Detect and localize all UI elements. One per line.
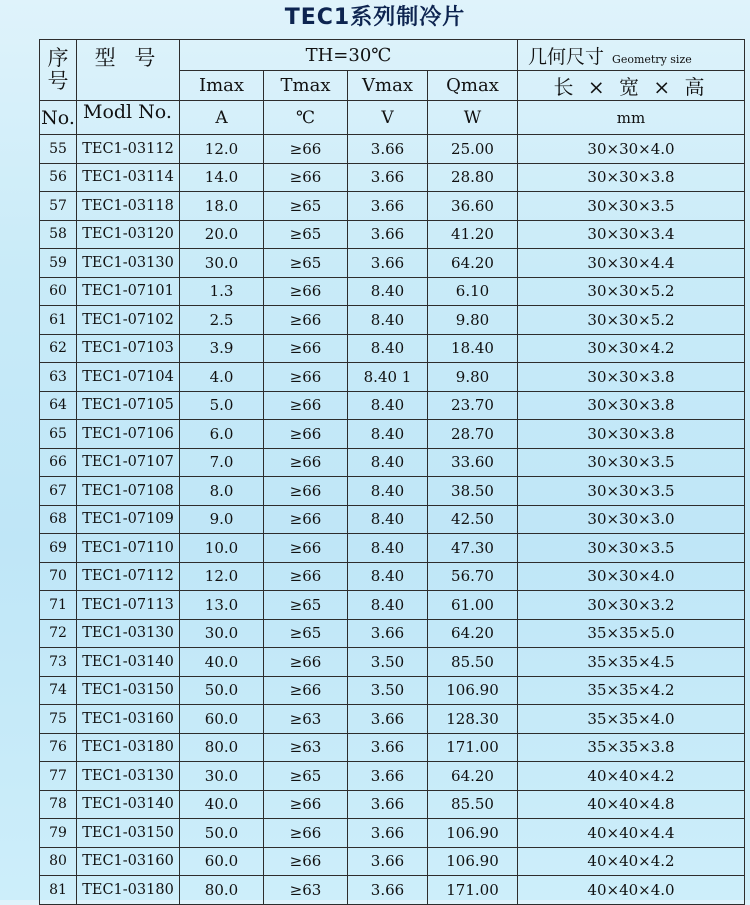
- cell-no: 61: [40, 306, 77, 335]
- cell-vmax: 3.66: [348, 619, 428, 648]
- cell-no: 63: [40, 363, 77, 392]
- cell-qmax: 18.40: [428, 334, 518, 363]
- cell-qmax: 9.80: [428, 363, 518, 392]
- cell-tmax: ≥65: [264, 220, 348, 249]
- header-qmax: Qmax: [428, 71, 518, 101]
- cell-no: 64: [40, 391, 77, 420]
- table-row: [40, 648, 745, 677]
- table-row: [40, 619, 745, 648]
- header-row-3: [40, 101, 745, 135]
- cell-no: 76: [40, 733, 77, 762]
- cell-size: 40×40×4.2: [518, 847, 745, 876]
- cell-tmax: ≥66: [264, 306, 348, 335]
- header-model-cn: 型 号: [77, 40, 180, 101]
- cell-imax: 12.0: [180, 562, 264, 591]
- cell-size: 30×30×4.2: [518, 334, 745, 363]
- cell-imax: 9.0: [180, 505, 264, 534]
- cell-size: 30×30×3.4: [518, 220, 745, 249]
- cell-vmax: 3.66: [348, 876, 428, 905]
- cell-size: 30×30×3.5: [518, 534, 745, 563]
- table-row: [40, 249, 745, 278]
- cell-vmax: 8.40: [348, 391, 428, 420]
- cell-qmax: 33.60: [428, 448, 518, 477]
- cell-model: TEC1-07108: [77, 477, 180, 506]
- cell-qmax: 38.50: [428, 477, 518, 506]
- cell-qmax: 61.00: [428, 591, 518, 620]
- cell-imax: 10.0: [180, 534, 264, 563]
- cell-qmax: 47.30: [428, 534, 518, 563]
- cell-imax: 30.0: [180, 762, 264, 791]
- cell-qmax: 106.90: [428, 819, 518, 848]
- table-row: [40, 705, 745, 734]
- cell-no: 56: [40, 163, 77, 192]
- table-row: [40, 562, 745, 591]
- table-row: [40, 790, 745, 819]
- cell-vmax: 3.66: [348, 847, 428, 876]
- table-row: [40, 477, 745, 506]
- cell-imax: 40.0: [180, 648, 264, 677]
- table-row: [40, 676, 745, 705]
- cell-tmax: ≥66: [264, 363, 348, 392]
- cell-model: TEC1-07106: [77, 420, 180, 449]
- cell-size: 35×35×4.0: [518, 705, 745, 734]
- cell-imax: 60.0: [180, 847, 264, 876]
- cell-qmax: 64.20: [428, 762, 518, 791]
- header-unit-v: V: [348, 101, 428, 135]
- cell-tmax: ≥63: [264, 705, 348, 734]
- cell-vmax: 3.66: [348, 220, 428, 249]
- cell-vmax: 8.40: [348, 277, 428, 306]
- cell-model: TEC1-03160: [77, 847, 180, 876]
- spec-table: [39, 39, 745, 905]
- cell-model: TEC1-03180: [77, 876, 180, 905]
- header-geometry-cn: 几何尺寸: [528, 45, 605, 68]
- cell-model: TEC1-03114: [77, 163, 180, 192]
- cell-imax: 7.0: [180, 448, 264, 477]
- cell-model: TEC1-07103: [77, 334, 180, 363]
- cell-size: 40×40×4.4: [518, 819, 745, 848]
- cell-size: 30×30×5.2: [518, 306, 745, 335]
- cell-tmax: ≥66: [264, 391, 348, 420]
- cell-size: 30×30×3.2: [518, 591, 745, 620]
- cell-no: 60: [40, 277, 77, 306]
- cell-imax: 13.0: [180, 591, 264, 620]
- cell-model: TEC1-03130: [77, 762, 180, 791]
- cell-qmax: 64.20: [428, 249, 518, 278]
- cell-model: TEC1-03112: [77, 135, 180, 164]
- cell-no: 58: [40, 220, 77, 249]
- cell-tmax: ≥65: [264, 192, 348, 221]
- cell-model: TEC1-03150: [77, 819, 180, 848]
- cell-model: TEC1-03150: [77, 676, 180, 705]
- cell-vmax: 3.50: [348, 648, 428, 677]
- cell-imax: 30.0: [180, 249, 264, 278]
- cell-vmax: 8.40: [348, 334, 428, 363]
- cell-vmax: 3.66: [348, 135, 428, 164]
- cell-vmax: 3.66: [348, 249, 428, 278]
- cell-qmax: 28.80: [428, 163, 518, 192]
- header-row-1: [40, 40, 745, 71]
- page-title: TEC1系列制冷片: [284, 5, 466, 30]
- cell-vmax: 8.40: [348, 477, 428, 506]
- cell-vmax: 8.40: [348, 420, 428, 449]
- cell-vmax: 3.50: [348, 676, 428, 705]
- cell-no: 66: [40, 448, 77, 477]
- cell-imax: 6.0: [180, 420, 264, 449]
- table-row: [40, 847, 745, 876]
- cell-tmax: ≥63: [264, 876, 348, 905]
- cell-tmax: ≥66: [264, 819, 348, 848]
- table-row: [40, 819, 745, 848]
- cell-size: 35×35×4.5: [518, 648, 745, 677]
- cell-qmax: 23.70: [428, 391, 518, 420]
- cell-no: 67: [40, 477, 77, 506]
- cell-size: 40×40×4.2: [518, 762, 745, 791]
- cell-qmax: 41.20: [428, 220, 518, 249]
- cell-qmax: 36.60: [428, 192, 518, 221]
- cell-model: TEC1-07110: [77, 534, 180, 563]
- cell-size: 40×40×4.8: [518, 790, 745, 819]
- table-row: [40, 277, 745, 306]
- cell-imax: 4.0: [180, 363, 264, 392]
- cell-tmax: ≥65: [264, 249, 348, 278]
- cell-no: 57: [40, 192, 77, 221]
- cell-vmax: 8.40: [348, 306, 428, 335]
- cell-imax: 50.0: [180, 676, 264, 705]
- cell-tmax: ≥66: [264, 135, 348, 164]
- cell-model: TEC1-03130: [77, 249, 180, 278]
- cell-tmax: ≥65: [264, 619, 348, 648]
- cell-no: 81: [40, 876, 77, 905]
- cell-qmax: 25.00: [428, 135, 518, 164]
- cell-size: 30×30×3.8: [518, 391, 745, 420]
- cell-vmax: 3.66: [348, 163, 428, 192]
- table-row: [40, 420, 745, 449]
- cell-tmax: ≥66: [264, 334, 348, 363]
- cell-no: 59: [40, 249, 77, 278]
- header-dims: 长 × 宽 × 高: [518, 71, 745, 101]
- cell-model: TEC1-07113: [77, 591, 180, 620]
- table-row: [40, 505, 745, 534]
- cell-model: TEC1-03180: [77, 733, 180, 762]
- cell-vmax: 3.66: [348, 762, 428, 791]
- cell-size: 30×30×3.8: [518, 420, 745, 449]
- header-unit-a: A: [180, 101, 264, 135]
- cell-imax: 20.0: [180, 220, 264, 249]
- cell-no: 69: [40, 534, 77, 563]
- cell-tmax: ≥63: [264, 733, 348, 762]
- cell-imax: 40.0: [180, 790, 264, 819]
- cell-size: 30×30×4.0: [518, 562, 745, 591]
- cell-tmax: ≥66: [264, 676, 348, 705]
- cell-imax: 14.0: [180, 163, 264, 192]
- header-unit-c: ℃: [264, 101, 348, 135]
- cell-no: 73: [40, 648, 77, 677]
- cell-vmax: 3.66: [348, 192, 428, 221]
- cell-qmax: 171.00: [428, 733, 518, 762]
- cell-size: 40×40×4.0: [518, 876, 745, 905]
- header-model-en: Modl No.: [77, 101, 180, 135]
- cell-imax: 12.0: [180, 135, 264, 164]
- cell-no: 62: [40, 334, 77, 363]
- cell-imax: 5.0: [180, 391, 264, 420]
- cell-size: 30×30×3.5: [518, 448, 745, 477]
- cell-vmax: 8.40: [348, 448, 428, 477]
- cell-vmax: 3.66: [348, 819, 428, 848]
- cell-size: 30×30×3.8: [518, 163, 745, 192]
- cell-tmax: ≥65: [264, 762, 348, 791]
- cell-size: 30×30×5.2: [518, 277, 745, 306]
- table-row: [40, 391, 745, 420]
- cell-vmax: 8.40: [348, 591, 428, 620]
- header-no: No.: [40, 101, 77, 135]
- cell-qmax: 9.80: [428, 306, 518, 335]
- cell-size: 35×35×3.8: [518, 733, 745, 762]
- cell-imax: 50.0: [180, 819, 264, 848]
- cell-model: TEC1-07105: [77, 391, 180, 420]
- table-row: [40, 762, 745, 791]
- cell-size: 30×30×3.5: [518, 477, 745, 506]
- cell-model: TEC1-07112: [77, 562, 180, 591]
- cell-tmax: ≥66: [264, 477, 348, 506]
- cell-model: TEC1-03130: [77, 619, 180, 648]
- cell-no: 79: [40, 819, 77, 848]
- cell-qmax: 85.50: [428, 648, 518, 677]
- table-row: [40, 135, 745, 164]
- table-row: [40, 733, 745, 762]
- cell-tmax: ≥66: [264, 847, 348, 876]
- cell-model: TEC1-03160: [77, 705, 180, 734]
- cell-model: TEC1-03140: [77, 790, 180, 819]
- cell-qmax: 6.10: [428, 277, 518, 306]
- cell-no: 78: [40, 790, 77, 819]
- table-row: [40, 591, 745, 620]
- table-row: [40, 363, 745, 392]
- cell-tmax: ≥65: [264, 591, 348, 620]
- cell-tmax: ≥66: [264, 448, 348, 477]
- cell-imax: 3.9: [180, 334, 264, 363]
- header-seq: 序号: [40, 40, 77, 101]
- cell-no: 80: [40, 847, 77, 876]
- cell-vmax: 3.66: [348, 790, 428, 819]
- cell-model: TEC1-07102: [77, 306, 180, 335]
- cell-vmax: 8.40: [348, 534, 428, 563]
- cell-qmax: 106.90: [428, 847, 518, 876]
- cell-qmax: 28.70: [428, 420, 518, 449]
- header-unit-mm: mm: [518, 101, 745, 135]
- cell-tmax: ≥66: [264, 790, 348, 819]
- table-row: [40, 192, 745, 221]
- cell-imax: 8.0: [180, 477, 264, 506]
- cell-no: 75: [40, 705, 77, 734]
- cell-size: 30×30×4.4: [518, 249, 745, 278]
- cell-size: 30×30×3.8: [518, 363, 745, 392]
- cell-tmax: ≥66: [264, 505, 348, 534]
- cell-model: TEC1-07109: [77, 505, 180, 534]
- cell-tmax: ≥66: [264, 648, 348, 677]
- header-imax: Imax: [180, 71, 264, 101]
- cell-no: 55: [40, 135, 77, 164]
- cell-qmax: 85.50: [428, 790, 518, 819]
- cell-vmax: 3.66: [348, 733, 428, 762]
- header-geometry: [518, 40, 745, 71]
- cell-imax: 80.0: [180, 876, 264, 905]
- cell-tmax: ≥66: [264, 163, 348, 192]
- cell-model: TEC1-03120: [77, 220, 180, 249]
- table-row: [40, 163, 745, 192]
- cell-no: 68: [40, 505, 77, 534]
- cell-imax: 30.0: [180, 619, 264, 648]
- cell-no: 72: [40, 619, 77, 648]
- cell-vmax: 3.66: [348, 705, 428, 734]
- header-geometry-en: Geometry size: [612, 52, 692, 66]
- table-row: [40, 534, 745, 563]
- table-row: [40, 220, 745, 249]
- cell-tmax: ≥66: [264, 420, 348, 449]
- cell-no: 71: [40, 591, 77, 620]
- cell-model: TEC1-03140: [77, 648, 180, 677]
- cell-model: TEC1-03118: [77, 192, 180, 221]
- cell-vmax: 8.40: [348, 505, 428, 534]
- cell-size: 30×30×3.0: [518, 505, 745, 534]
- cell-size: 35×35×4.2: [518, 676, 745, 705]
- header-vmax: Vmax: [348, 71, 428, 101]
- cell-imax: 2.5: [180, 306, 264, 335]
- table-row: [40, 306, 745, 335]
- cell-qmax: 42.50: [428, 505, 518, 534]
- header-th: TH=30℃: [180, 40, 518, 71]
- table-row: [40, 448, 745, 477]
- cell-qmax: 171.00: [428, 876, 518, 905]
- cell-imax: 80.0: [180, 733, 264, 762]
- cell-imax: 60.0: [180, 705, 264, 734]
- cell-tmax: ≥66: [264, 562, 348, 591]
- cell-size: 35×35×5.0: [518, 619, 745, 648]
- cell-qmax: 56.70: [428, 562, 518, 591]
- cell-no: 70: [40, 562, 77, 591]
- table-row: [40, 334, 745, 363]
- cell-no: 65: [40, 420, 77, 449]
- cell-tmax: ≥66: [264, 277, 348, 306]
- cell-size: 30×30×4.0: [518, 135, 745, 164]
- cell-model: TEC1-07107: [77, 448, 180, 477]
- cell-size: 30×30×3.5: [518, 192, 745, 221]
- cell-qmax: 64.20: [428, 619, 518, 648]
- cell-imax: 1.3: [180, 277, 264, 306]
- cell-vmax: 8.40: [348, 562, 428, 591]
- cell-model: TEC1-07104: [77, 363, 180, 392]
- cell-no: 74: [40, 676, 77, 705]
- cell-vmax: 8.40 1: [348, 363, 428, 392]
- cell-tmax: ≥66: [264, 534, 348, 563]
- header-unit-w: W: [428, 101, 518, 135]
- cell-qmax: 106.90: [428, 676, 518, 705]
- header-tmax: Tmax: [264, 71, 348, 101]
- cell-no: 77: [40, 762, 77, 791]
- cell-qmax: 128.30: [428, 705, 518, 734]
- cell-imax: 18.0: [180, 192, 264, 221]
- cell-model: TEC1-07101: [77, 277, 180, 306]
